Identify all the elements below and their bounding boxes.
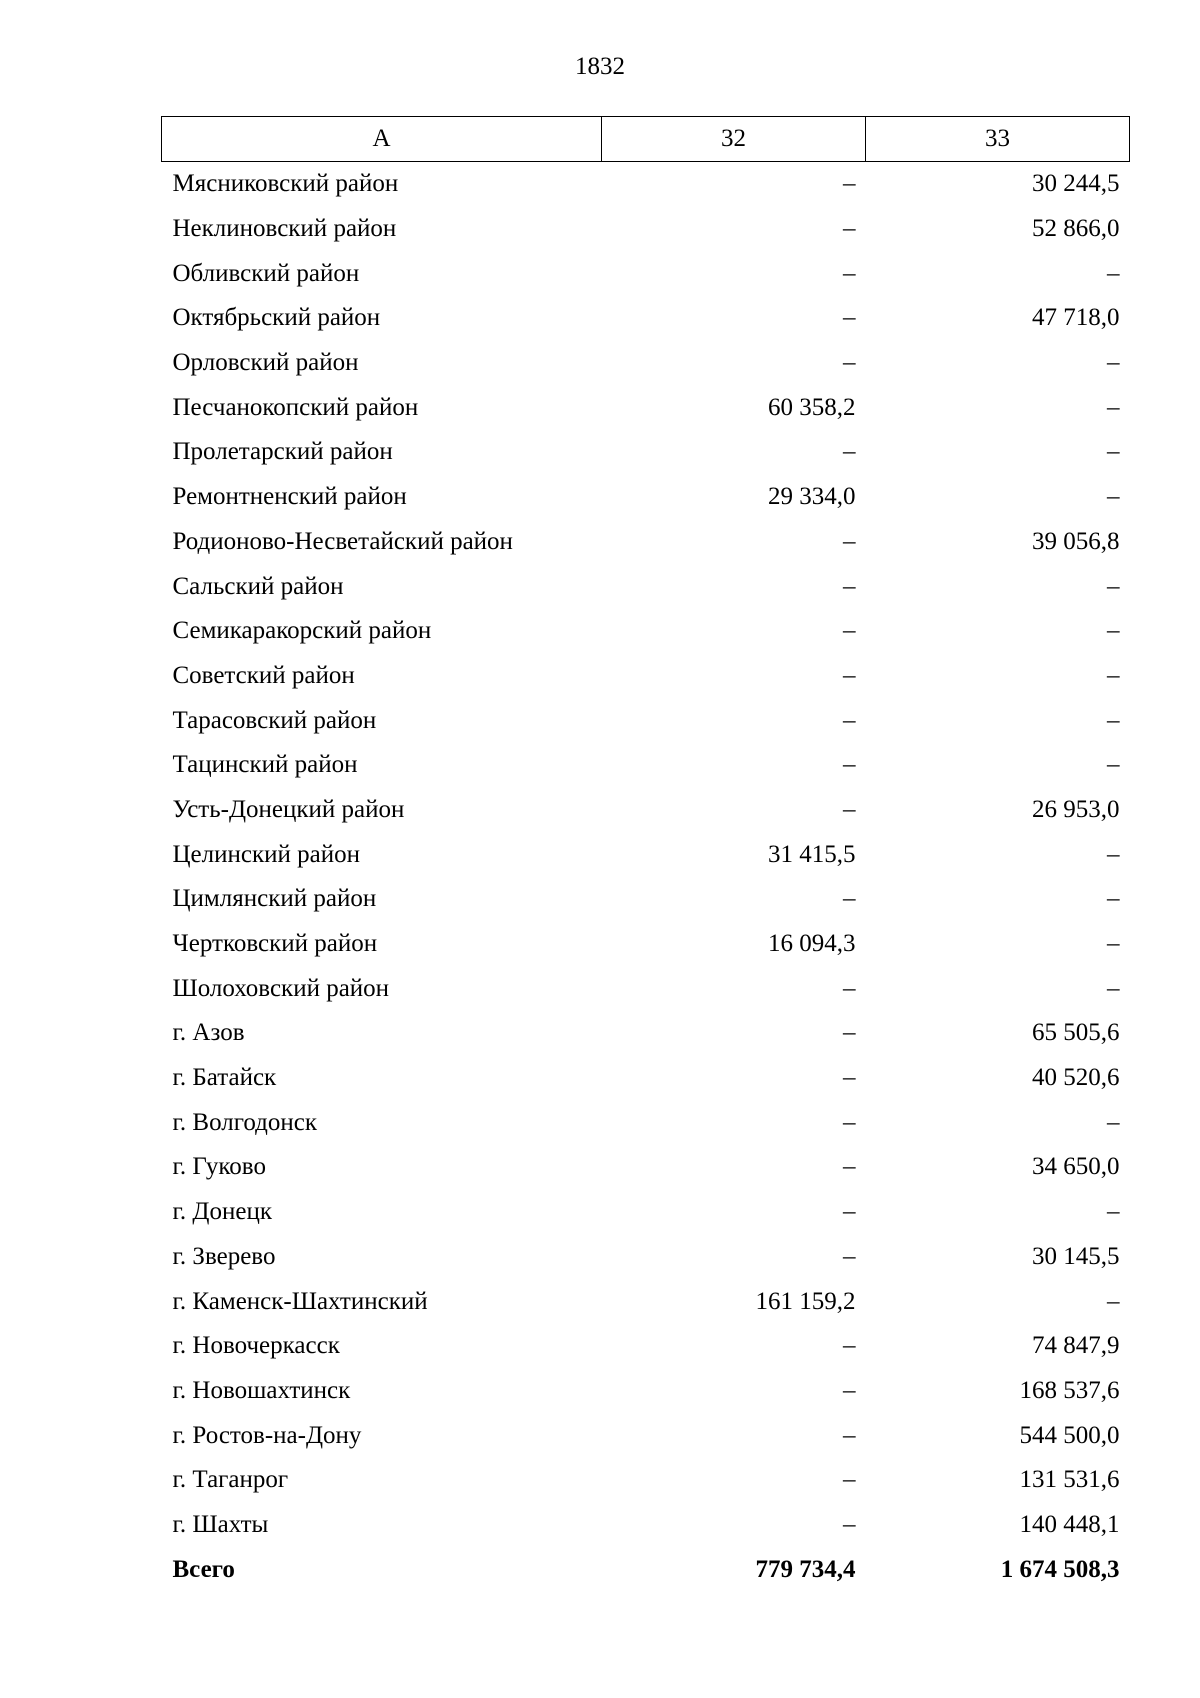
table-row: [162, 1503, 1130, 1548]
value-cell-33: –: [1107, 259, 1120, 287]
row-name-cell: Тацинский район: [172, 751, 358, 779]
table-row: [162, 341, 1130, 386]
value-cell-32: –: [843, 1466, 856, 1494]
row-name-cell: Тарасовский район: [172, 706, 377, 734]
value-cell-32: –: [843, 885, 856, 913]
row-name-cell: Всего: [172, 1555, 235, 1583]
value-cell-32: –: [843, 215, 856, 243]
row-name-cell: Мясниковский район: [172, 170, 399, 198]
value-cell-33: –: [1107, 1287, 1120, 1315]
table-row: [162, 1324, 1130, 1369]
value-cell-33: 30 244,5: [1032, 170, 1120, 198]
column-header-33: 33: [866, 117, 1130, 162]
value-cell-33: –: [1107, 930, 1120, 958]
row-name-cell: Обливский район: [172, 259, 360, 287]
row-name-cell: г. Ростов-на-Дону: [172, 1421, 362, 1449]
value-cell-32: –: [843, 572, 856, 600]
value-cell-33: –: [1107, 661, 1120, 689]
value-cell-32: –: [843, 1421, 856, 1449]
value-cell-33: 30 145,5: [1032, 1242, 1120, 1270]
data-table: [161, 116, 1130, 1592]
value-cell-33: 39 056,8: [1032, 527, 1120, 555]
table-row: [162, 207, 1130, 252]
value-cell-32: –: [843, 1108, 856, 1136]
value-cell-33: 65 505,6: [1032, 1019, 1120, 1047]
table-row: [162, 1235, 1130, 1280]
value-cell-32: 29 334,0: [768, 483, 856, 511]
value-cell-33: –: [1107, 974, 1120, 1002]
value-cell-32: –: [843, 304, 856, 332]
row-name-cell: Пролетарский район: [172, 438, 393, 466]
table-row: [162, 1369, 1130, 1414]
row-name-cell: Песчанокопский район: [172, 393, 419, 421]
value-cell-33: –: [1107, 751, 1120, 779]
value-cell-32: –: [843, 617, 856, 645]
value-cell-33: –: [1107, 393, 1120, 421]
total-row: [162, 1547, 1130, 1592]
value-cell-33: –: [1107, 572, 1120, 600]
column-header-a: А: [162, 117, 602, 162]
value-cell-32: –: [843, 1019, 856, 1047]
value-cell-33: –: [1107, 349, 1120, 377]
row-name-cell: Целинский район: [172, 840, 360, 868]
value-cell-32: 779 734,4: [755, 1555, 856, 1583]
value-cell-33: –: [1107, 483, 1120, 511]
value-cell-33: 131 531,6: [1019, 1466, 1120, 1494]
table-row: [162, 251, 1130, 296]
row-name-cell: Советский район: [172, 661, 355, 689]
value-cell-33: 26 953,0: [1032, 795, 1120, 823]
value-cell-33: 544 500,0: [1019, 1421, 1120, 1449]
row-name-cell: Ремонтненский район: [172, 483, 407, 511]
value-cell-32: –: [843, 438, 856, 466]
table-row: [162, 564, 1130, 609]
row-name-cell: Родионово-Несветайский район: [172, 527, 513, 555]
row-name-cell: Усть-Донецкий район: [172, 795, 405, 823]
table-row: [162, 654, 1130, 699]
value-cell-32: –: [843, 795, 856, 823]
value-cell-32: –: [843, 751, 856, 779]
row-name-cell: г. Батайск: [172, 1064, 277, 1092]
value-cell-33: 168 537,6: [1019, 1376, 1120, 1404]
table-row: [162, 1279, 1130, 1324]
value-cell-33: –: [1107, 617, 1120, 645]
value-cell-32: –: [843, 974, 856, 1002]
value-cell-32: –: [843, 1153, 856, 1181]
value-cell-32: –: [843, 349, 856, 377]
page-number: 1832: [575, 53, 625, 80]
value-cell-32: –: [843, 706, 856, 734]
value-cell-33: 47 718,0: [1032, 304, 1120, 332]
value-cell-32: –: [843, 259, 856, 287]
value-cell-33: 34 650,0: [1032, 1153, 1120, 1181]
row-name-cell: Цимлянский район: [172, 885, 377, 913]
row-name-cell: г. Каменск-Шахтинский: [172, 1287, 428, 1315]
row-name-cell: г. Гуково: [172, 1153, 266, 1181]
value-cell-33: –: [1107, 1198, 1120, 1226]
table-body: [162, 162, 1130, 1593]
row-name-cell: г. Донецк: [172, 1198, 272, 1226]
row-name-cell: г. Новочеркасск: [172, 1332, 340, 1360]
row-name-cell: Чертковский район: [172, 930, 378, 958]
column-header-32: 32: [602, 117, 866, 162]
table-row: [162, 1011, 1130, 1056]
value-cell-32: –: [843, 527, 856, 555]
value-cell-32: –: [843, 170, 856, 198]
value-cell-32: –: [843, 1376, 856, 1404]
value-cell-32: 161 159,2: [755, 1287, 856, 1315]
row-name-cell: Сальский район: [172, 572, 344, 600]
table-row: [162, 520, 1130, 565]
table-row: [162, 296, 1130, 341]
value-cell-33: 52 866,0: [1032, 215, 1120, 243]
row-name-cell: г. Новошахтинск: [172, 1376, 351, 1404]
table-row: [162, 788, 1130, 833]
value-cell-33: 40 520,6: [1032, 1064, 1120, 1092]
value-cell-32: –: [843, 1242, 856, 1270]
table-row: [162, 1458, 1130, 1503]
value-cell-32: 16 094,3: [768, 930, 856, 958]
value-cell-32: –: [843, 661, 856, 689]
value-cell-32: –: [843, 1332, 856, 1360]
row-name-cell: г. Шахты: [172, 1510, 269, 1538]
table-row: [162, 1145, 1130, 1190]
table-row: [162, 877, 1130, 922]
row-name-cell: Октябрьский район: [172, 304, 381, 332]
row-name-cell: г. Зверево: [172, 1242, 276, 1270]
table-header-row: [162, 117, 1130, 162]
table-row: [162, 1100, 1130, 1145]
value-cell-33: –: [1107, 840, 1120, 868]
value-cell-33: –: [1107, 706, 1120, 734]
row-name-cell: г. Волгодонск: [172, 1108, 318, 1136]
row-name-cell: Орловский район: [172, 349, 359, 377]
row-name-cell: г. Азов: [172, 1019, 245, 1047]
table-row: [162, 430, 1130, 475]
value-cell-32: 31 415,5: [768, 840, 856, 868]
row-name-cell: Семикаракорский район: [172, 617, 432, 645]
value-cell-33: –: [1107, 885, 1120, 913]
table-row: [162, 966, 1130, 1011]
value-cell-33: 74 847,9: [1032, 1332, 1120, 1360]
table-row: [162, 922, 1130, 967]
row-name-cell: Неклиновский район: [172, 215, 397, 243]
value-cell-32: –: [843, 1198, 856, 1226]
value-cell-33: –: [1107, 1108, 1120, 1136]
value-cell-32: 60 358,2: [768, 393, 856, 421]
table-row: [162, 832, 1130, 877]
value-cell-33: 1 674 508,3: [1000, 1555, 1120, 1583]
table-row: [162, 162, 1130, 207]
table-row: [162, 743, 1130, 788]
table-row: [162, 609, 1130, 654]
value-cell-33: –: [1107, 438, 1120, 466]
table-row: [162, 1190, 1130, 1235]
table-row: [162, 1056, 1130, 1101]
table-row: [162, 698, 1130, 743]
row-name-cell: Шолоховский район: [172, 974, 390, 1002]
value-cell-32: –: [843, 1510, 856, 1538]
table-row: [162, 475, 1130, 520]
value-cell-32: –: [843, 1064, 856, 1092]
table-row: [162, 1413, 1130, 1458]
value-cell-33: 140 448,1: [1019, 1510, 1120, 1538]
table-row: [162, 385, 1130, 430]
row-name-cell: г. Таганрог: [172, 1466, 289, 1494]
